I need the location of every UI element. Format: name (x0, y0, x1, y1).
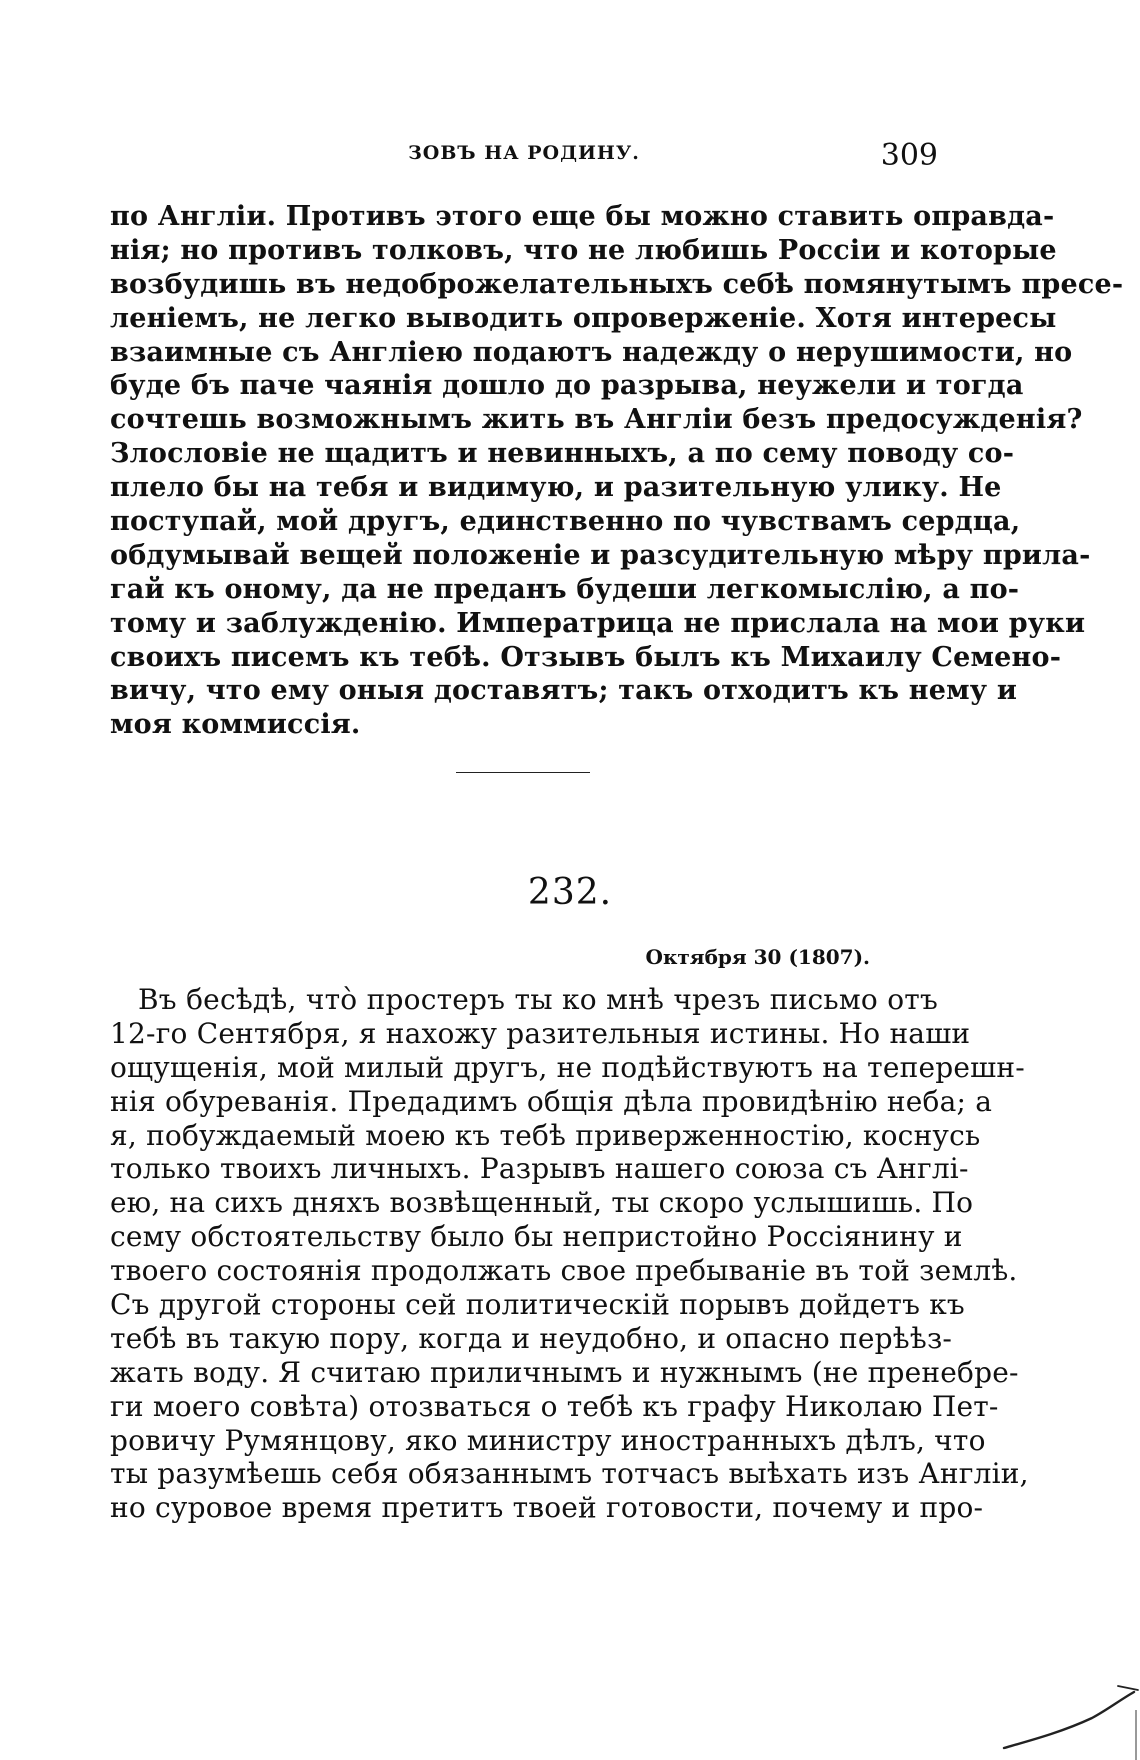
section-divider (456, 772, 590, 773)
text-line: твоего состоянія продолжать свое пребываніе въ той землѣ. (110, 1254, 1018, 1288)
text-line: ги моего совѣта) отозваться о тебѣ къ графу Николаю Пет- (110, 1389, 999, 1423)
text-line: но суровое время претитъ твоей готовости, почему и про- (110, 1491, 984, 1525)
text-line: леніемъ, не легко выводить опроверженіе. Хотя интересы (110, 302, 1057, 334)
text-line: сочтешь возможнымъ жить въ Англіи безъ предосужденія? (110, 404, 1083, 436)
text-line: плело бы на тебя и видимую, и разительную улику. Не (110, 472, 1002, 504)
text-line: жать воду. Я считаю приличнымъ и нужнымъ (не пренебре- (110, 1355, 1019, 1389)
text-line: нія; но противъ толковъ, что не любишь Россіи и которые (110, 234, 1057, 266)
letter-date: Октября 30 (1807). (645, 945, 870, 969)
text-line: только твоихъ личныхъ. Разрывъ нашего союза съ Англі- (110, 1152, 969, 1186)
text-line: я, побуждаемый моею къ тебѣ приверженностію, коснусь (110, 1118, 981, 1152)
text-line: поступай, мой другъ, единственно по чувствамъ сердца, (110, 506, 1021, 538)
text-line: сему обстоятельству было бы непристойно Россіянину и (110, 1220, 963, 1254)
letter-body (110, 983, 1029, 1525)
page-header (110, 138, 938, 178)
text-line: буде бъ паче чаянія дошло до разрыва, неужели и тогда (110, 370, 1024, 402)
text-line: вичу, что ему оныя доставятъ; такъ отходитъ къ нему и (110, 675, 1018, 707)
text-line: тому и заблужденію. Императрица не прислала на мои руки (110, 607, 1086, 639)
text-line: 12-го Сентября, я нахожу разительныя истины. Но наши (110, 1016, 971, 1050)
margin-pencil-mark (1002, 1600, 1140, 1760)
text-line: по Англіи. Противъ этого еще бы можно ставить оправда- (110, 201, 1055, 232)
text-line: моя коммиссія. (110, 709, 361, 741)
text-line: взаимные съ Англіею подаютъ надежду о нерушимости, но (110, 336, 1073, 368)
text-line: ощущенія, мой милый другъ, не подѣйствуютъ на теперешн- (110, 1050, 1025, 1084)
text-line: тебѣ въ такую пору, когда и неудобно, и опасно перѣѣз- (110, 1321, 953, 1355)
text-line: Съ другой стороны сей политическій порывъ дойдетъ къ (110, 1288, 965, 1322)
text-line: ты разумѣешь себя обязаннымъ тотчасъ выѣхать изъ Англіи, (110, 1457, 1029, 1491)
text-line: возбудишь въ недоброжелательныхъ себѣ помянутымъ пресе- (110, 268, 1124, 300)
text-line: ею, на сихъ дняхъ возвѣщенный, ты скоро услышишь. По (110, 1186, 974, 1220)
letter-number: 232. (527, 872, 613, 913)
page-number: 309 (880, 138, 938, 173)
text-line: нія обуреванія. Предадимъ общія дѣла провидѣнію неба; а (110, 1084, 993, 1118)
text-line: Въ бесѣдѣ, что̀ простеръ ты ко мнѣ чрезъ письмо отъ (138, 983, 938, 1016)
text-line: обдумывай вещей положеніе и разсудительную мѣру прила- (110, 539, 1091, 571)
text-line: гай къ оному, да не преданъ будеши легкомыслію, а по- (110, 573, 1020, 605)
text-line: Злословіе не щадитъ и невинныхъ, а по сему поводу со- (110, 438, 1015, 470)
running-title: ЗОВЪ НА РОДИНУ. (408, 142, 640, 164)
text-line: ровичу Румянцову, яко министру иностранныхъ дѣлъ, что (110, 1423, 986, 1457)
text-line: своихъ писемъ къ тебѣ. Отзывъ былъ къ Михаилу Семено- (110, 641, 1062, 673)
paragraph-continued (110, 200, 1124, 742)
